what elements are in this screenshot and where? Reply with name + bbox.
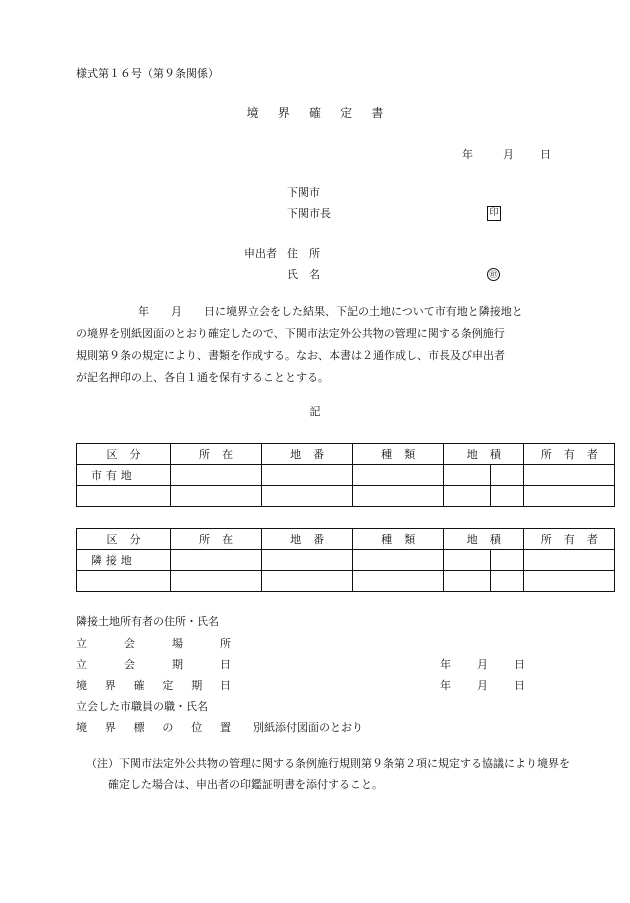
cell-lot-number[interactable] — [262, 486, 353, 507]
neighbor-owner-label: 隣接土地所有者の住所・氏名 — [76, 615, 219, 628]
document-date — [462, 148, 551, 162]
table-row — [77, 486, 615, 507]
cell-area-decimal[interactable] — [491, 571, 524, 592]
document-title: 境界確定書 — [246, 106, 403, 120]
cell-lot-number[interactable] — [262, 571, 353, 592]
cell-area-decimal[interactable] — [491, 486, 524, 507]
header-owner: 所有者 — [524, 529, 615, 550]
witness-place-label: 立会場所 — [76, 637, 231, 650]
body-line: 規則第９条の規定により、書類を作成する。なお、本書は２通作成し、市長及び申出者 — [76, 349, 505, 362]
header-land-type: 種類 — [353, 444, 444, 465]
cell-location[interactable] — [171, 486, 262, 507]
note-text: （注）下関市法定外公共物の管理に関する条例施行規則第９条第２項に規定する協議により境界を確定した場合は、申出者の印鑑証明書を添付すること。 — [86, 757, 570, 791]
cell-land-type[interactable] — [353, 486, 444, 507]
table-row — [77, 571, 615, 592]
cell-area-decimal[interactable] — [491, 465, 524, 486]
confirm-date-day: 日 — [514, 679, 525, 692]
header-area: 地積 — [444, 529, 524, 550]
witness-date-value — [440, 658, 525, 672]
addressee-mayor: 下関市長 — [287, 207, 331, 220]
header-lot-number: 地番 — [262, 529, 353, 550]
confirm-date-year: 年 — [440, 679, 451, 692]
cell-location[interactable] — [171, 550, 262, 571]
body-paragraph — [76, 301, 554, 389]
header-location: 所在 — [171, 529, 262, 550]
row-label-neighbor-land: 隣接地 — [77, 550, 171, 571]
applicant-address-label: 住 所 — [287, 247, 320, 260]
header-land-type: 種類 — [353, 529, 444, 550]
cell-owner[interactable] — [524, 550, 615, 571]
table-header-row — [77, 529, 615, 550]
witness-date-month: 月 — [477, 658, 488, 671]
cell-area-integer[interactable] — [444, 465, 491, 486]
header-kubun: 区分 — [77, 529, 171, 550]
mayor-seal-icon: 印 — [487, 206, 501, 221]
date-day: 日 — [540, 148, 551, 161]
table-row — [77, 465, 615, 486]
header-owner: 所有者 — [524, 444, 615, 465]
header-kubun: 区分 — [77, 444, 171, 465]
cell-land-type[interactable] — [353, 571, 444, 592]
table-row — [77, 550, 615, 571]
cell-area-integer[interactable] — [444, 571, 491, 592]
applicant-seal-icon: ㊞ — [487, 268, 500, 281]
officials-label: 立会した市職員の職・氏名 — [76, 700, 208, 713]
confirm-date-value — [440, 679, 525, 693]
table-header-row — [77, 444, 615, 465]
body-line: が記名押印の上、各自１通を保有することとする。 — [76, 371, 329, 384]
applicant-name-label: 氏 名 — [287, 268, 320, 281]
marker-position-label: 境界標の位置 — [76, 721, 231, 734]
body-line: 年 月 日に境界立会をした結果、下記の土地について市有地と隣接地と — [138, 305, 523, 318]
cell-lot-number[interactable] — [262, 465, 353, 486]
date-month: 月 — [503, 148, 514, 161]
marker-position-value: 別紙添付図面のとおり — [253, 721, 363, 734]
applicant-label: 申出者 — [244, 247, 277, 260]
cell-owner[interactable] — [524, 465, 615, 486]
cell-lot-number[interactable] — [262, 550, 353, 571]
cell-land-type[interactable] — [353, 550, 444, 571]
cell-kubun[interactable] — [77, 571, 171, 592]
city-land-table — [76, 443, 615, 507]
cell-owner[interactable] — [524, 486, 615, 507]
cell-location[interactable] — [171, 465, 262, 486]
witness-date-year: 年 — [440, 658, 451, 671]
cell-area-decimal[interactable] — [491, 550, 524, 571]
addressee-city: 下関市 — [287, 186, 320, 199]
ki-heading: 記 — [309, 405, 321, 418]
header-area: 地積 — [444, 444, 524, 465]
row-label-city-land: 市有地 — [77, 465, 171, 486]
form-number: 様式第１６号（第９条関係） — [76, 67, 219, 80]
date-year: 年 — [462, 148, 473, 161]
confirm-date-label: 境界確定期日 — [76, 679, 231, 692]
confirm-date-month: 月 — [477, 679, 488, 692]
witness-date-label: 立会期日 — [76, 658, 231, 671]
cell-land-type[interactable] — [353, 465, 444, 486]
cell-kubun[interactable] — [77, 486, 171, 507]
body-line: の境界を別紙図面のとおり確定したので、下関市法定外公共物の管理に関する条例施行 — [76, 327, 505, 340]
cell-owner[interactable] — [524, 571, 615, 592]
witness-date-day: 日 — [514, 658, 525, 671]
cell-area-integer[interactable] — [444, 486, 491, 507]
neighbor-land-table — [76, 528, 615, 592]
cell-location[interactable] — [171, 571, 262, 592]
header-location: 所在 — [171, 444, 262, 465]
header-lot-number: 地番 — [262, 444, 353, 465]
cell-area-integer[interactable] — [444, 550, 491, 571]
